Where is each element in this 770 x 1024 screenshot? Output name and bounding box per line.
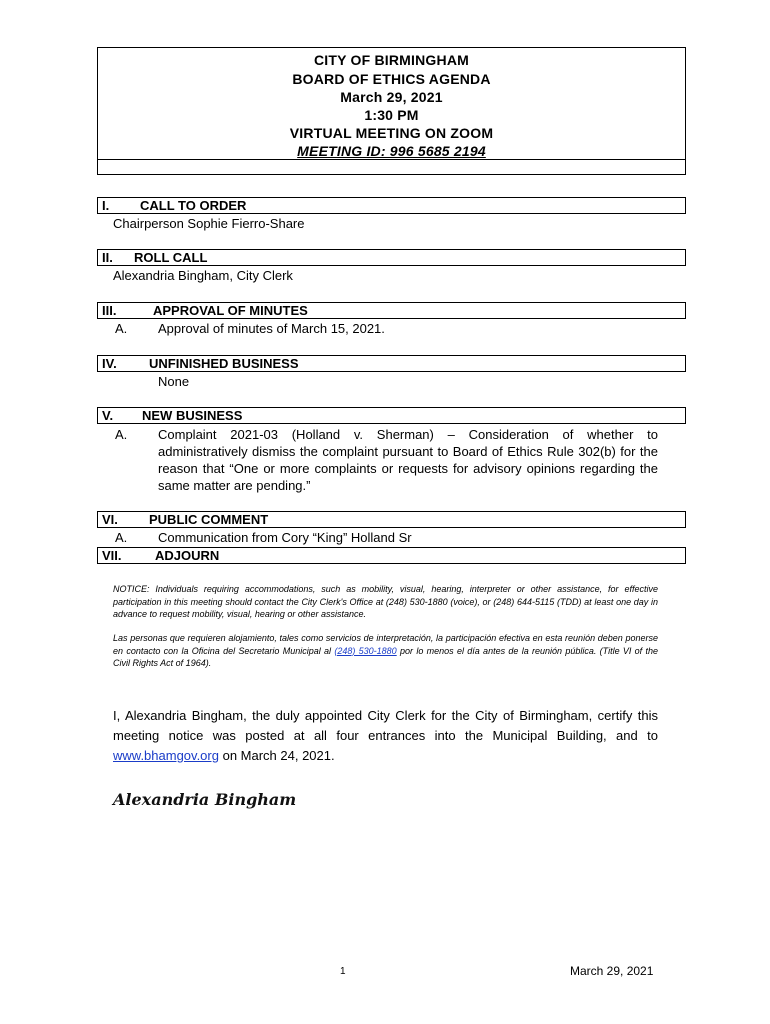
- meeting-id: MEETING ID: 996 5685 2194: [297, 143, 486, 159]
- section-title: PUBLIC COMMENT: [149, 512, 269, 527]
- unfinished-business-text: None: [158, 374, 190, 389]
- agenda-header: [97, 47, 686, 175]
- call-to-order-text: Chairperson Sophie Fierro-Share: [113, 216, 305, 231]
- notice-spanish-text: Las personas que requieren alojamiento, tales como servicios de interpretación, la participación efectiva en esta reunión deben ponerse en contacto con la Oficina del Secretario Municipal al: [113, 633, 658, 656]
- public-comment-item-text: Communication from Cory “King” Holland Sr: [158, 530, 412, 545]
- section-call-to-order: [97, 197, 686, 214]
- section-title: ADJOURN: [155, 548, 220, 563]
- section-title: NEW BUSINESS: [142, 408, 243, 423]
- section-title: CALL TO ORDER: [140, 198, 247, 213]
- footer-date: March 29, 2021: [570, 964, 654, 978]
- header-inner-box: [98, 48, 685, 160]
- section-public-comment: [97, 511, 686, 528]
- public-comment-item-letter: A.: [115, 530, 128, 545]
- certification-date-text: on March 24, 2021.: [218, 748, 335, 763]
- certification-statement: [113, 706, 658, 766]
- page-number: 1: [340, 966, 346, 977]
- certification-text: I, Alexandria Bingham, the duly appointed City Clerk for the City of Birmingham, certify this meeting notice was posted at all four entrances into the Municipal Building, and to: [113, 708, 658, 743]
- section-number: VI.: [102, 512, 118, 527]
- city-name: CITY OF BIRMINGHAM: [313, 52, 469, 68]
- meeting-date: March 29, 2021: [340, 89, 443, 105]
- section-approval-of-minutes: [97, 302, 686, 319]
- section-unfinished-business: [97, 355, 686, 372]
- accommodation-notice-english: NOTICE: Individuals requiring accommodations, such as mobility, visual, hearing, interpreter or other assistance, for effective participation in this meeting should contact the City Clerk's Office at (248) 530-1880 (voice), or (248) 644-5115 (TDD) at least one day in advance to request mobility, visual, hearing or other assistance.: [113, 584, 658, 619]
- section-title: ROLL CALL: [134, 250, 208, 265]
- new-business-item-letter: A.: [115, 427, 128, 442]
- notice-spanish-text-end: por lo menos el día antes de la reunión pública. (Title VI of the Civil Rights Act of 1964).: [113, 645, 658, 668]
- section-number: IV.: [102, 356, 117, 371]
- section-new-business: [97, 407, 686, 424]
- minutes-item-letter: A.: [115, 321, 128, 336]
- meeting-venue: VIRTUAL MEETING ON ZOOM: [289, 125, 494, 141]
- minutes-item-text: Approval of minutes of March 15, 2021.: [158, 321, 385, 336]
- clerk-phone-link[interactable]: (248) 530-1880: [334, 645, 397, 656]
- section-number: III.: [102, 303, 117, 318]
- section-title: APPROVAL OF MINUTES: [153, 303, 308, 318]
- section-number: II.: [102, 250, 113, 265]
- new-business-item-text: Complaint 2021-03 (Holland v. Sherman) – Consideration of whether to administratively dismiss the complaint pursuant to Board of Ethics Rule 302(b) for the reason that “One or more complaints or requests for advisory opinions regarding the same matter are pending.”: [158, 427, 658, 493]
- website-link[interactable]: www.bhamgov.org: [113, 748, 219, 763]
- roll-call-text: Alexandria Bingham, City Clerk: [113, 268, 293, 283]
- section-roll-call: [97, 249, 686, 266]
- section-number: VII.: [102, 548, 122, 563]
- board-title: BOARD OF ETHICS AGENDA: [292, 71, 491, 87]
- section-title: UNFINISHED BUSINESS: [149, 356, 299, 371]
- meeting-time: 1:30 PM: [364, 107, 419, 123]
- accommodation-notice-spanish: [113, 632, 658, 670]
- clerk-signature: Alexandria Bingham: [113, 790, 297, 809]
- section-adjourn: [97, 547, 686, 564]
- section-number: V.: [102, 408, 114, 423]
- section-number: I.: [102, 198, 110, 213]
